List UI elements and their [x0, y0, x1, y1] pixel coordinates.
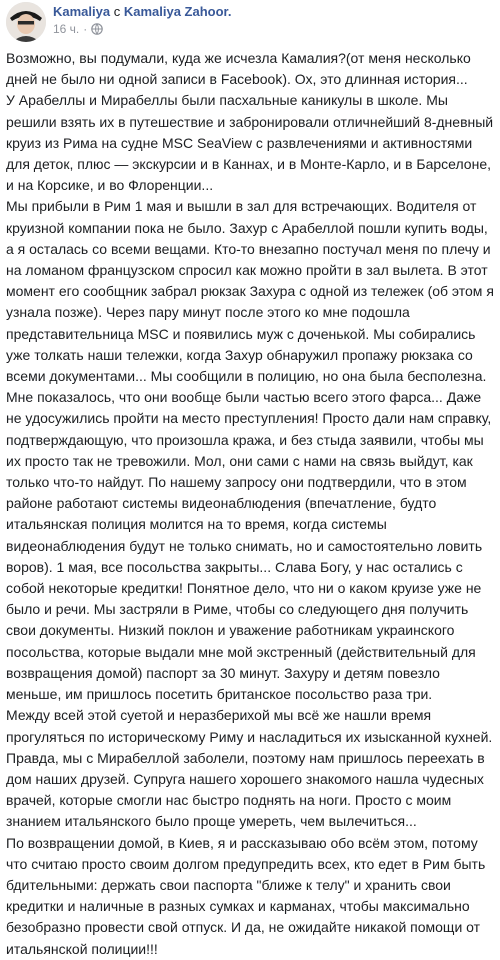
post-paragraph: Между всей этой суетой и неразберихой мы всё же нашли время прогуляться по историческому Риму и насладиться их изысканной кухней. Правда, мы с Мирабеллой заболели, поэтому нам пришлось переехать в дом наших друзей. Супруга нашего хорошего знакомого нашла чудесных врачей, которые смогли нас быстро поднять на ноги. Просто с моим знанием итальянского было проще умереть, чем вылечиться...: [6, 707, 493, 830]
post-meta: [53, 22, 103, 36]
author-name-link[interactable]: Kamaliya: [53, 4, 111, 19]
post-paragraph: По возвращении домой, в Киев, я и рассказываю обо всём этом, потому что считаю просто своим долгом предупредить всех, кто едет в Рим быть бдительными: держать свои паспорта "ближе к телу" и хранить свои кредитки и наличные в разных сумках и карманах, чтобы максимально безобразно провести свой отпуск. И да, не ожидайте никакой помощи от итальянской полиции!!!: [6, 834, 486, 957]
globe-icon[interactable]: [91, 23, 103, 35]
post-header: [0, 0, 500, 44]
post-paragraph: Возможно, вы подумали, куда же исчезла Камалия?(от меня несколько дней не было ни одной записи в Facebook). Ох, это длинная история...: [6, 50, 471, 88]
post-timestamp[interactable]: 16 ч.: [53, 22, 80, 36]
avatar-photo-icon: [6, 2, 46, 42]
with-text: с: [113, 4, 121, 19]
post-paragraph: Мы прибыли в Рим 1 мая и вышли в зал для встречающих. Водителя от круизной компании пока не было. Захур с Арабеллой пошли купить воды, а я осталась со всеми вещами. Кто-то внезапно постучал меня по плечу и на ломаном французском спросил как можно пройти в зал вылета. В этот момент его сообщник забрал рюкзак Захура с одной из тележек (об этом я узнала позже). Через пару минут после этого ко мне подошла представительница MSC и появились муж с доченькой. Мы собирались уже толкать наши тележки, когда Захур обнаружил пропажу рюкзака со всеми документами... Мы сообщили в полицию, но она была бесполезна. Мне показалось, что они вообще были частью всего этого фарса... Даже не удосужились пройти на место преступления! Просто дали нам справку, подтверждающую, что произошла кража, и без стыда заявили, чтобы мы их просто так не тревожили. Мол, они сами с нами на связь выйдут, как только что-то найдут. По нашему запросу они подтвердили, что в этом районе работают системы видеонаблюдения (впечатление, будто итальянская полиция молится на то время, когда системы видеонаблюдения будут не только снимать, но и самостоятельно ловить воров). 1 мая, все посольства закрыты... Слава Богу, у нас остались с собой некоторые кредитки! Понятное дело, что ни о каком круизе уже не было и речи. Мы застряли в Риме, чтобы со следующего дня получить свои документы. Низкий поклон и уважение работникам украинского посольства, которые выдали мне мой экстренный (действительный для возвращения домой) паспорт за 30 минут. Захуру и детям повезло меньше, им пришлось посетить британское посольство раза три.: [6, 198, 494, 703]
tagged-person-link[interactable]: Kamaliya Zahoor.: [123, 4, 232, 19]
post-body: [6, 48, 494, 960]
author-avatar[interactable]: [6, 2, 46, 42]
meta-separator: ·: [83, 22, 88, 36]
author-line: [53, 3, 232, 20]
post-paragraph: У Арабеллы и Мирабеллы были пасхальные каникулы в школе. Мы решили взять их в путешествие и забронировали отличнейший 8-дневный круиз из Рима на судне MSC SeaView с развлечениями и активностями для деток, плюс — экскурсии и в Каннах, и в Монте-Карло, и в Барселоне, и на Корсике, и во Флоренции...: [6, 92, 494, 194]
